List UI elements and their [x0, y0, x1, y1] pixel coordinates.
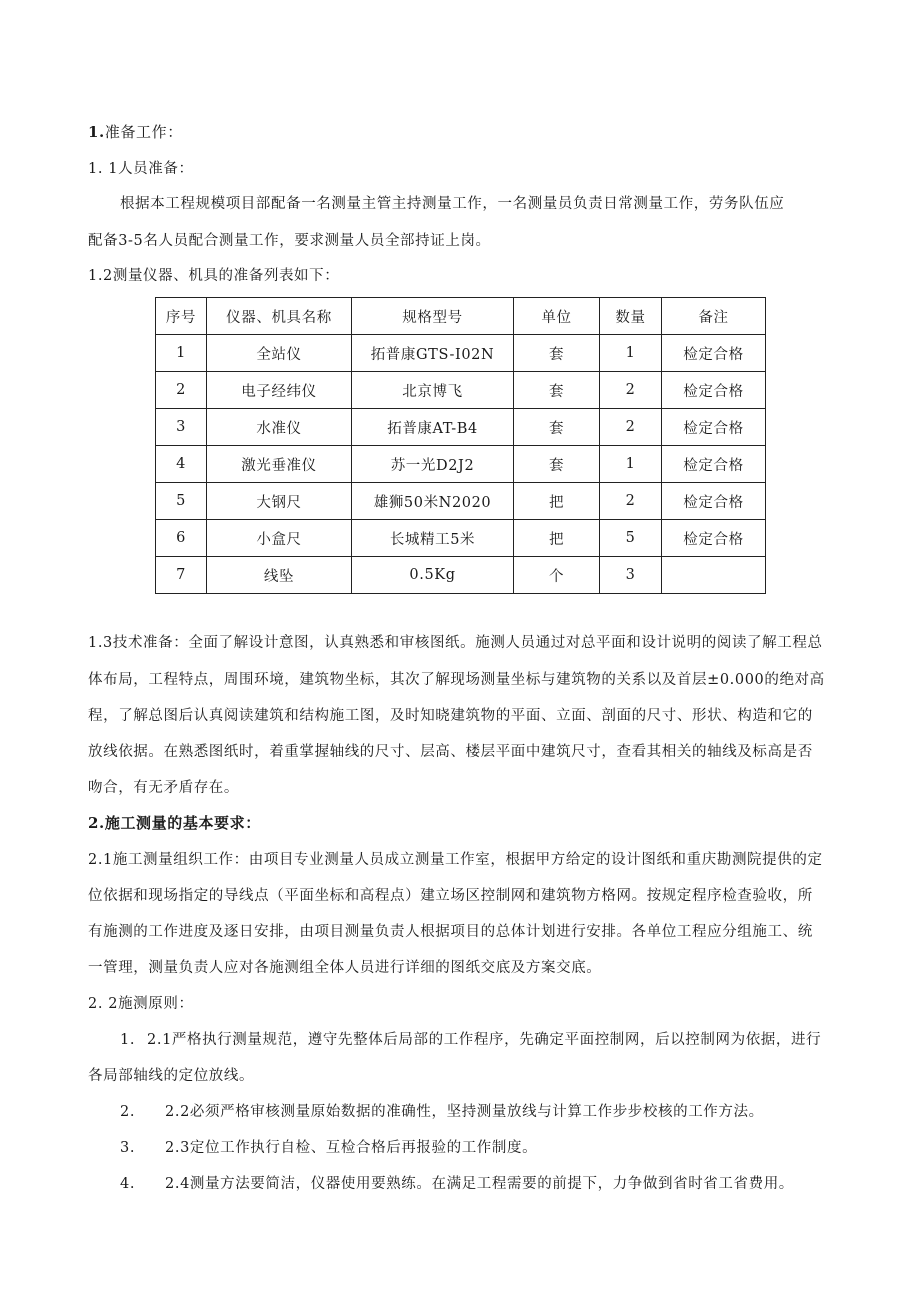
subsection-1-1-line-1: 根据本工程规模项目部配备一名测量主管主持测量工作，一名测量员负责日常测量工作，劳务队伍应 — [120, 196, 785, 212]
table-row — [156, 446, 766, 483]
table-cell — [662, 557, 766, 594]
table-cell: 水准仪 — [207, 409, 352, 446]
table-cell: 个 — [514, 557, 600, 594]
subsection-1-3-line-2: 体布局，工程特点，周围环境，建筑物坐标，其次了解现场测量坐标与建筑物的关系以及首层±0.000的绝对高 — [88, 672, 825, 688]
subsection-1-3-line-4: 放线依据。在熟悉图纸时，着重掌握轴线的尺寸、层高、楼层平面中建筑尺寸，查看其相关的轴线及标高是否 — [88, 744, 813, 760]
principle-item-number: 2. — [120, 1104, 136, 1120]
equipment-table — [155, 297, 766, 594]
table-cell: 3 — [600, 557, 662, 594]
section-1-title — [88, 121, 183, 142]
principle-item-1-line-2: 各局部轴线的定位放线。 — [88, 1068, 255, 1084]
table-cell: 把 — [514, 483, 600, 520]
table-cell: 全站仪 — [207, 335, 352, 372]
header-cell: 单位 — [514, 298, 600, 335]
table-cell: 2 — [600, 483, 662, 520]
table-cell: 线坠 — [207, 557, 352, 594]
principle-item-text: 2.2必须严格审核测量原始数据的准确性，坚持测量放线与计算工作步步校核的工作方法。 — [165, 1104, 764, 1120]
table-cell: 检定合格 — [662, 372, 766, 409]
table-cell: 激光垂准仪 — [207, 446, 352, 483]
table-cell: 苏一光D2J2 — [352, 446, 514, 483]
section-1-number: 1. — [88, 123, 105, 141]
header-cell: 仪器、机具名称 — [207, 298, 352, 335]
table-cell: 北京博飞 — [352, 372, 514, 409]
subsection-1-3-line-1: 1.3技术准备：全面了解设计意图，认真熟悉和审核图纸。施测人员通过对总平面和设计说明的阅读了解工程总 — [88, 635, 823, 651]
table-cell: 拓普康GTS-I02N — [352, 335, 514, 372]
table-cell: 套 — [514, 372, 600, 409]
section-2-title — [88, 812, 261, 833]
subsection-1-1-line-2: 配备3-5名人员配合测量工作，要求测量人员全部持证上岗。 — [88, 233, 491, 249]
table-cell: 雄狮50米N2020 — [352, 483, 514, 520]
principle-item-text: 2.4测量方法要简洁，仪器使用要熟练。在满足工程需要的前提下，力争做到省时省工省费用。 — [165, 1176, 794, 1192]
section-2-title-text: 施工测量的基本要求： — [104, 814, 261, 832]
principle-item-2 — [120, 1100, 764, 1121]
table-cell: 7 — [156, 557, 207, 594]
table-cell: 3 — [156, 409, 207, 446]
table-cell: 小盒尺 — [207, 520, 352, 557]
table-cell: 拓普康AT-B4 — [352, 409, 514, 446]
subsection-1-2-heading: 1.2测量仪器、机具的准备列表如下： — [88, 268, 340, 284]
table-cell: 4 — [156, 446, 207, 483]
subsection-2-1-line-2: 位依据和现场指定的导线点（平面坐标和高程点）建立场区控制网和建筑物方格网。按规定程序检查验收，所 — [88, 888, 813, 904]
table-cell: 5 — [600, 520, 662, 557]
subsection-2-1-line-3: 有施测的工作进度及逐日安排，由项目测量负责人根据项目的总体计划进行安排。各单位工程应分组施工、统 — [88, 924, 813, 940]
table-row — [156, 335, 766, 372]
table-cell: 检定合格 — [662, 409, 766, 446]
principle-item-number: 4. — [120, 1176, 136, 1192]
table-cell: 电子经纬仪 — [207, 372, 352, 409]
principle-item-number: 1. — [120, 1032, 136, 1048]
principle-item-3 — [120, 1136, 537, 1157]
section-1-title-text: 准备工作： — [104, 123, 183, 141]
table-cell: 检定合格 — [662, 446, 766, 483]
principle-item-number: 3. — [120, 1140, 136, 1156]
table-cell: 长城精工5米 — [352, 520, 514, 557]
table-cell: 1 — [156, 335, 207, 372]
table-cell: 检定合格 — [662, 520, 766, 557]
table-row — [156, 483, 766, 520]
subsection-2-1-line-4: 一管理，测量负责人应对各施测组全体人员进行详细的图纸交底及方案交底。 — [88, 960, 602, 976]
table-cell: 套 — [514, 335, 600, 372]
header-cell: 序号 — [156, 298, 207, 335]
table-row — [156, 372, 766, 409]
table-cell: 2 — [600, 372, 662, 409]
table-cell: 套 — [514, 446, 600, 483]
subsection-1-3-line-5: 吻合，有无矛盾存在。 — [88, 780, 239, 796]
table-cell: 检定合格 — [662, 335, 766, 372]
table-cell: 6 — [156, 520, 207, 557]
subsection-2-1-line-1: 2.1施工测量组织工作：由项目专业测量人员成立测量工作室，根据甲方给定的设计图纸和重庆勘测院提供的定 — [88, 852, 823, 868]
section-2-number: 2. — [88, 814, 105, 832]
header-cell: 备注 — [662, 298, 766, 335]
table-header-row — [156, 298, 766, 335]
header-cell: 数量 — [600, 298, 662, 335]
table-cell: 大钢尺 — [207, 483, 352, 520]
table-cell: 1 — [600, 335, 662, 372]
table-cell: 2 — [156, 372, 207, 409]
table-cell: 1 — [600, 446, 662, 483]
subsection-2-2-heading: 2. 2施测原则： — [88, 996, 194, 1012]
table-cell: 2 — [600, 409, 662, 446]
table-row — [156, 520, 766, 557]
principle-item-text: 2.1严格执行测量规范，遵守先整体后局部的工作程序，先确定平面控制网，后以控制网为依据，进行 — [147, 1032, 822, 1048]
table-cell: 检定合格 — [662, 483, 766, 520]
table-row — [156, 557, 766, 594]
table-cell: 0.5Kg — [352, 557, 514, 594]
principle-item-text: 2.3定位工作执行自检、互检合格后再报验的工作制度。 — [165, 1140, 538, 1156]
principle-item-1 — [120, 1028, 821, 1049]
table-cell: 把 — [514, 520, 600, 557]
subsection-1-3-line-3: 程，了解总图后认真阅读建筑和结构施工图，及时知晓建筑物的平面、立面、剖面的尺寸、形状、构造和它的 — [88, 708, 813, 724]
table-cell: 5 — [156, 483, 207, 520]
subsection-1-1-heading: 1. 1人员准备： — [88, 161, 194, 177]
table-cell: 套 — [514, 409, 600, 446]
principle-item-4 — [120, 1172, 794, 1193]
table-row — [156, 409, 766, 446]
header-cell: 规格型号 — [352, 298, 514, 335]
